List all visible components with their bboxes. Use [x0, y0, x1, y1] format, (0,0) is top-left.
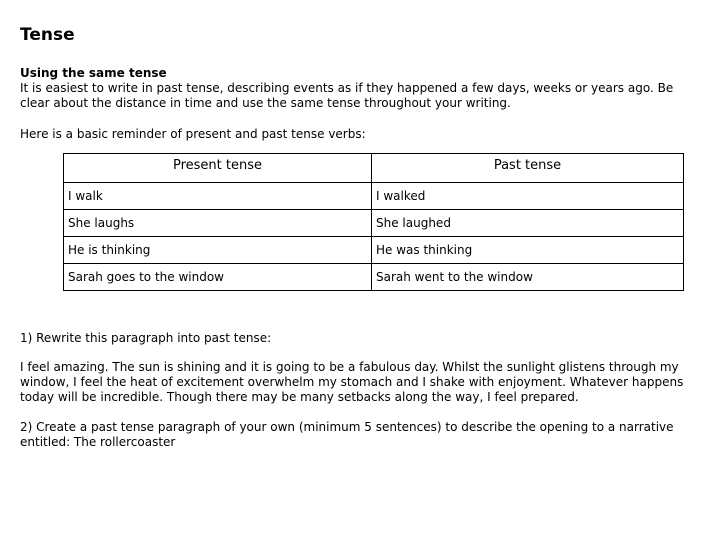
reminder-text: Here is a basic reminder of present and past tense verbs: [20, 127, 366, 141]
present-cell: Sarah goes to the window [64, 264, 372, 291]
table-row [64, 264, 684, 291]
past-cell: Sarah went to the window [372, 264, 684, 291]
page-title: Tense [20, 25, 75, 45]
task2-instruction: 2) Create a past tense paragraph of your own (minimum 5 sentences) to describe the opening to a narrative entitled: The rollercoaster [20, 420, 674, 449]
present-cell: I walk [64, 183, 372, 210]
worksheet-page [20, 24, 690, 450]
tense-table [63, 153, 684, 291]
header-present-tense: Present tense [64, 154, 372, 183]
task1-passage: I feel amazing. The sun is shining and it is going to be a fabulous day. Whilst the sunlight glistens through my window, I feel the heat of excitement overwhelm my stomach and I shake with enjoyment. Whatever happens today will be incredible. Though there may be many setbacks along the way, I feel prepared. [20, 360, 684, 404]
section-text: It is easiest to write in past tense, describing events as if they happened a few days, weeks or years ago. Be clear about the distance in time and use the same tense throughout your writing. [20, 81, 674, 110]
table-row [64, 183, 684, 210]
present-cell: She laughs [64, 210, 372, 237]
task1-instruction: 1) Rewrite this paragraph into past tense: [20, 331, 272, 345]
table-header-row [64, 154, 684, 183]
present-cell: He is thinking [64, 237, 372, 264]
table-row [64, 237, 684, 264]
table-row [64, 210, 684, 237]
section-heading: Using the same tense [20, 66, 167, 80]
past-cell: She laughed [372, 210, 684, 237]
header-past-tense: Past tense [372, 154, 684, 183]
past-cell: I walked [372, 183, 684, 210]
past-cell: He was thinking [372, 237, 684, 264]
